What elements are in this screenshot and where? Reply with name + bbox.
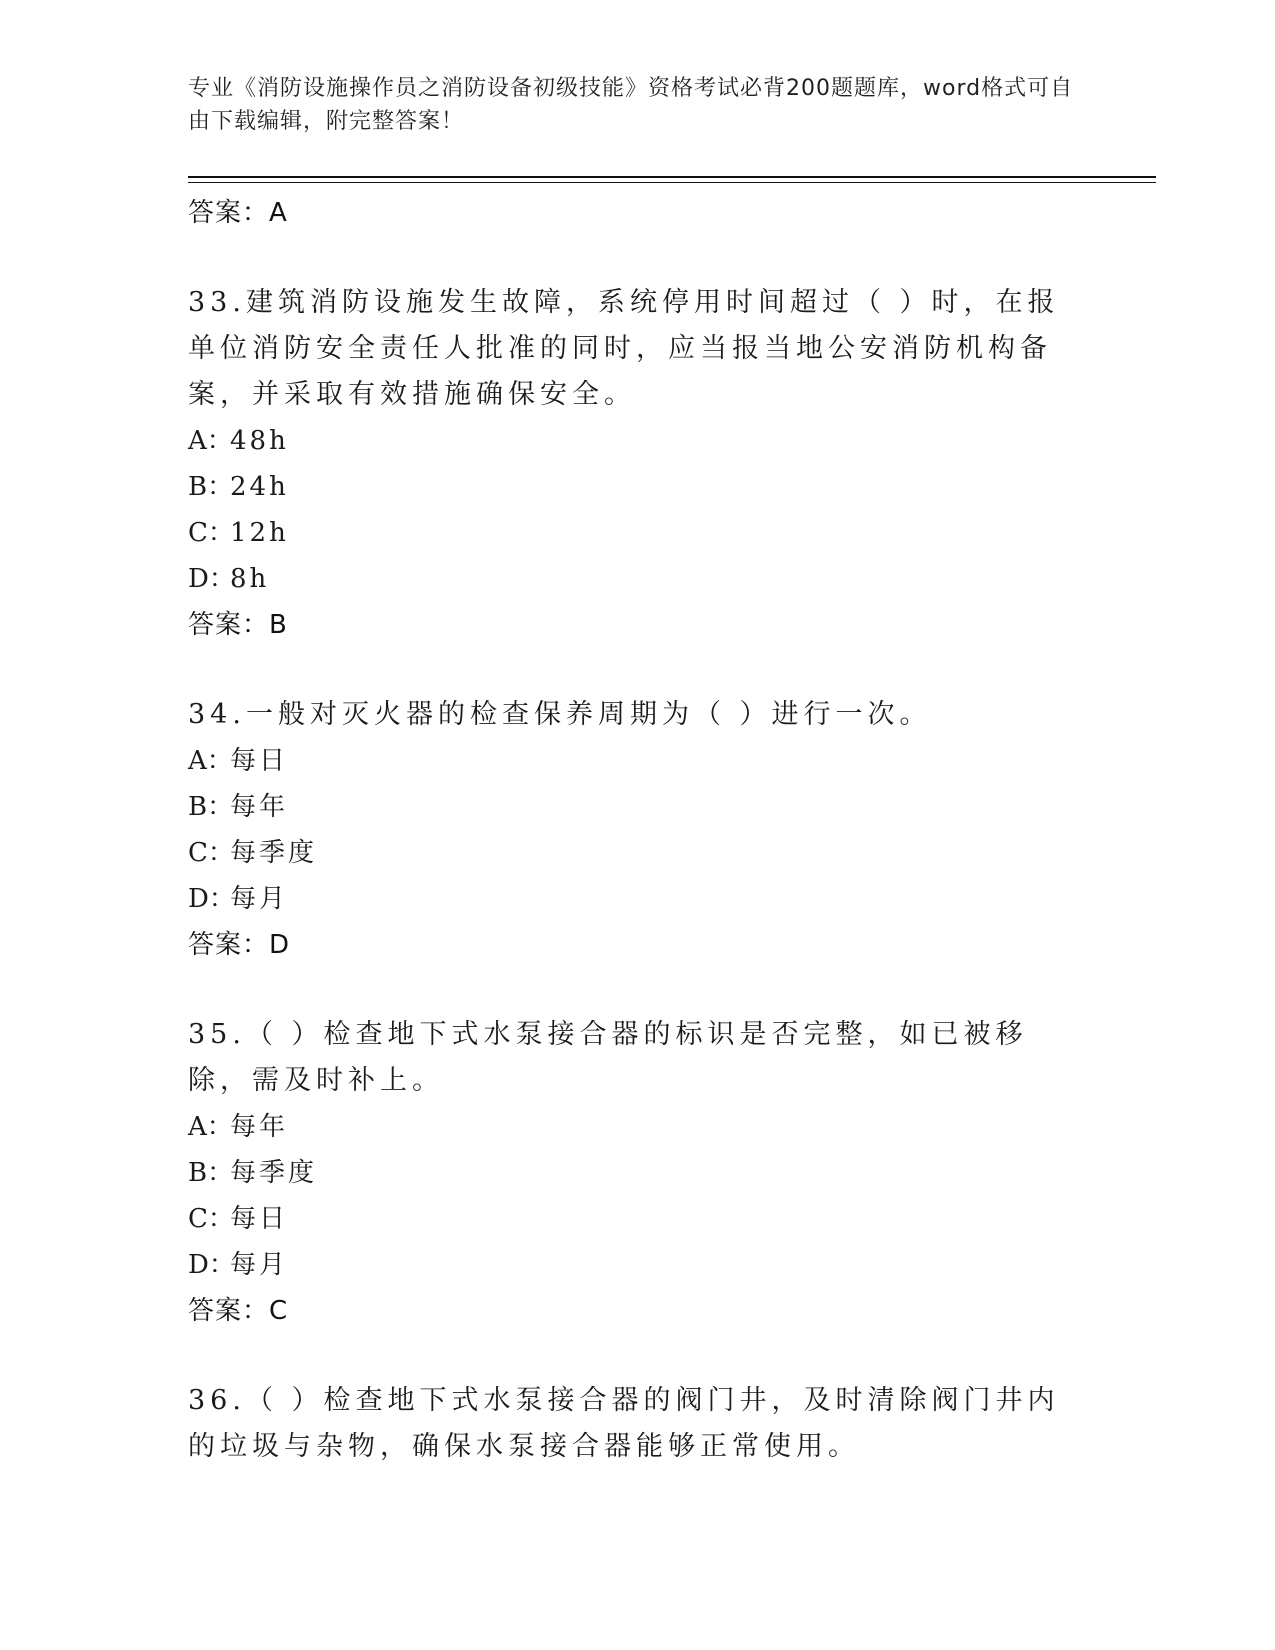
- option-c: [188, 510, 1088, 556]
- option-text: 每日: [230, 1204, 289, 1234]
- option-d: [188, 556, 1088, 602]
- option-letter: B：: [188, 1158, 234, 1188]
- header-rule-thin: [188, 182, 1156, 183]
- option-text: 每季度: [230, 838, 318, 868]
- option-text: 每月: [230, 1250, 289, 1280]
- option-b: [188, 1150, 1088, 1196]
- page-header: 专业《消防设施操作员之消防设备初级技能》资格考试必背200题题库，word格式可自由下载编辑，附完整答案！: [188, 76, 1074, 134]
- option-letter: C：: [188, 838, 234, 868]
- question-item: [188, 280, 1088, 648]
- option-letter: D：: [188, 564, 235, 594]
- question-item: [188, 692, 1088, 968]
- option-letter: D：: [188, 884, 235, 914]
- option-letter: A：: [188, 1112, 233, 1142]
- option-a: [188, 1104, 1088, 1150]
- option-text: 每月: [230, 884, 289, 914]
- question-stem: 34.一般对灭火器的检查保养周期为（ ）进行一次。: [188, 699, 932, 730]
- answer-line: 答案：C: [188, 1296, 289, 1326]
- option-letter: C：: [188, 1204, 234, 1234]
- question-stem: 35.（ ）检查地下式水泵接合器的标识是否完整，如已被移除，需及时补上。: [188, 1019, 1028, 1096]
- option-letter: D：: [188, 1250, 235, 1280]
- answer-line: 答案：D: [188, 930, 291, 960]
- option-letter: A：: [188, 426, 233, 456]
- option-text: 每日: [230, 746, 289, 776]
- option-letter: B：: [188, 792, 234, 822]
- option-c: [188, 830, 1088, 876]
- option-letter: B：: [188, 472, 234, 502]
- question-list: [188, 190, 1088, 1470]
- question-stem: 33.建筑消防设施发生故障，系统停用时间超过（ ）时，在报单位消防安全责任人批准的同时，应当报当地公安消防机构备案，并采取有效措施确保安全。: [188, 287, 1060, 410]
- option-text: 8h: [230, 564, 270, 594]
- option-text: 12h: [230, 518, 289, 548]
- header-rule: [188, 176, 1156, 178]
- option-text: 每季度: [230, 1158, 318, 1188]
- question-item: [188, 1378, 1088, 1470]
- option-text: 每年: [230, 1112, 289, 1142]
- option-letter: C：: [188, 518, 234, 548]
- option-d: [188, 1242, 1088, 1288]
- option-a: [188, 738, 1088, 784]
- option-b: [188, 784, 1088, 830]
- option-b: [188, 464, 1088, 510]
- answer-line: 答案：A: [188, 198, 288, 228]
- option-text: 24h: [230, 472, 289, 502]
- question-stem: 36.（ ）检查地下式水泵接合器的阀门井，及时清除阀门井内的垃圾与杂物，确保水泵接合器能够正常使用。: [188, 1385, 1060, 1462]
- answer-line: 答案：B: [188, 610, 288, 640]
- option-letter: A：: [188, 746, 233, 776]
- option-c: [188, 1196, 1088, 1242]
- option-text: 每年: [230, 792, 289, 822]
- option-d: [188, 876, 1088, 922]
- option-a: [188, 418, 1088, 464]
- option-text: 48h: [230, 426, 289, 456]
- question-item: [188, 1012, 1088, 1334]
